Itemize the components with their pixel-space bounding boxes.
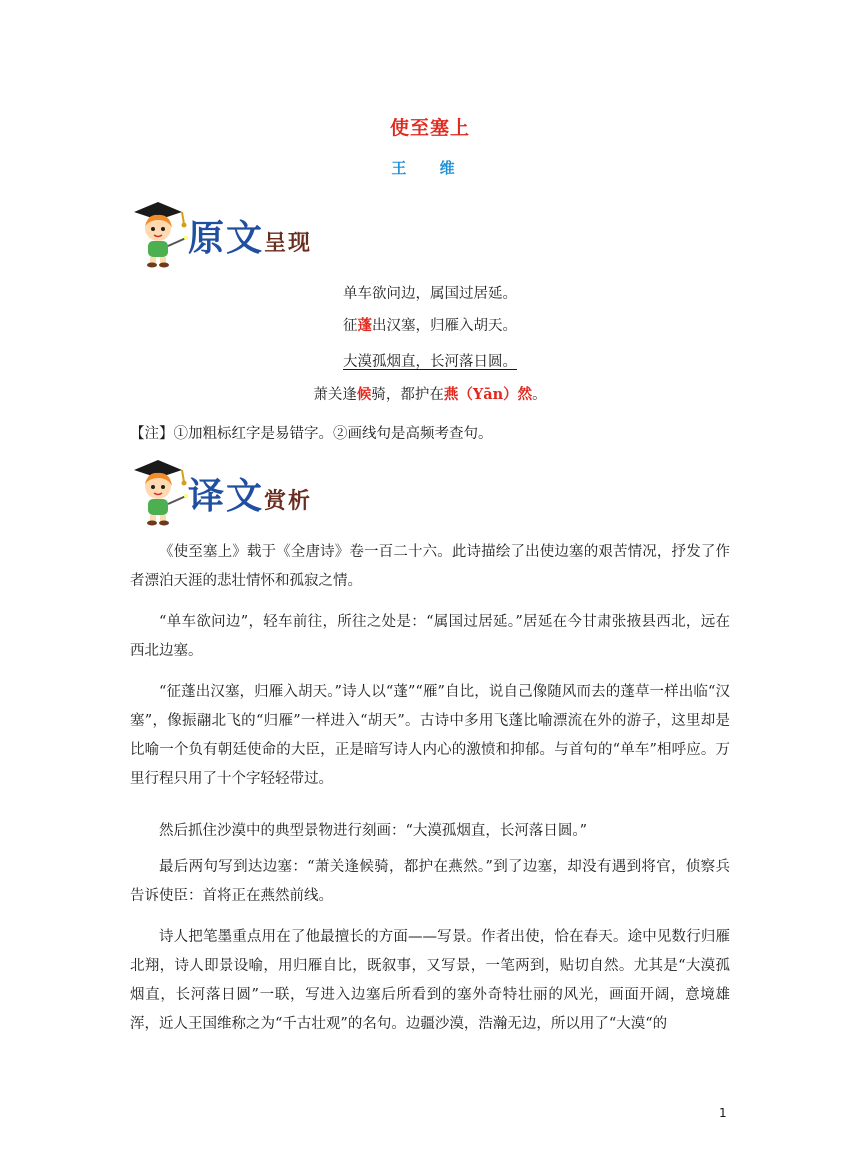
poem-text: 出汉塞，归雁入胡天。 (372, 318, 517, 334)
highlight-char: 蓬 (357, 317, 372, 334)
poem-line-3 (0, 352, 860, 372)
section-heading-translation (188, 468, 312, 519)
poem-line-4 (0, 385, 860, 405)
section-heading-sub: 呈现 (264, 230, 313, 256)
paragraph: 诗人把笔墨重点用在了他最擅长的方面——写景。作者出使，恰在春天。途中见数行归雁北翔，诗人即景设喻，用归雁自比，既叙事，又写景，一笔两到，贴切自然。尤其是“大漠孤烟直，长河落日圆”一联，写进入边塞后所看到的塞外奇特壮丽的风光，画面开阔，意境雄浑，近人王国维称之为“千古壮观”的名句。边疆沙漠，浩瀚无边，所以用了“大漠“的 (130, 929, 730, 1032)
section-banner-original (128, 198, 388, 268)
paragraph: “单车欲问边”，轻车前往，所往之处是：“属国过居延。”居延在今甘肃张掖县西北，远在西北边塞。 (130, 614, 730, 659)
poem-text: 萧关逢 (313, 387, 357, 403)
section-heading-main: 译文 (188, 475, 265, 517)
page-number: 1 (719, 1106, 727, 1120)
section-heading-sub: 赏析 (264, 488, 313, 514)
poem-line-2 (0, 316, 860, 336)
underlined-line: 大漠孤烟直，长河落日圆。 (343, 354, 517, 370)
scholar-mascot-icon (128, 198, 190, 268)
paragraph: 最后两句写到达边塞：“萧关逢候骑，都护在燕然。”到了边塞，却没有遇到将官，侦察兵告诉使臣：首将正在燕然前线。 (130, 859, 730, 904)
poem-text: 。 (532, 387, 547, 403)
poem-author: 王 维 (391, 159, 469, 177)
paragraph: 《使至塞上》载于《全唐诗》卷一百二十六。此诗描绘了出使边塞的艰苦情况，抒发了作者漂泊天涯的悲壮情怀和孤寂之情。 (130, 544, 730, 589)
poem-line-1: 单车欲问边，属国过居延。 (343, 286, 517, 302)
paragraph: “征蓬出汉塞，归雁入胡天。”诗人以“蓬”“雁”自比，说自己像随风而去的蓬草一样出临“汉塞”，像振翮北飞的“归雁”一样进入“胡天”。古诗中多用飞蓬比喻漂流在外的游子，这里却是比喻一个负有朝廷使命的大臣，正是暗写诗人内心的激愤和抑郁。与首句的“单车”相呼应。万里行程只用了十个字轻轻带过。 (130, 684, 730, 787)
paragraph: 然后抓住沙漠中的典型景物进行刻画：“大漠孤烟直，长河落日圆。” (159, 823, 588, 839)
highlight-char: 候 (356, 386, 372, 403)
scholar-mascot-icon (128, 456, 190, 526)
highlight-char: 燕（Yān）然 (443, 386, 533, 403)
poem-text: 征 (343, 318, 358, 334)
poem-title: 使至塞上 (389, 117, 470, 139)
section-heading-main: 原文 (188, 217, 265, 259)
note-text: 【注】①加粗标红字是易错字。②画线句是高频考查句。 (130, 426, 493, 442)
section-heading-original (188, 210, 312, 261)
poem-text: 骑，都护在 (371, 387, 444, 403)
section-banner-translation (128, 456, 388, 526)
